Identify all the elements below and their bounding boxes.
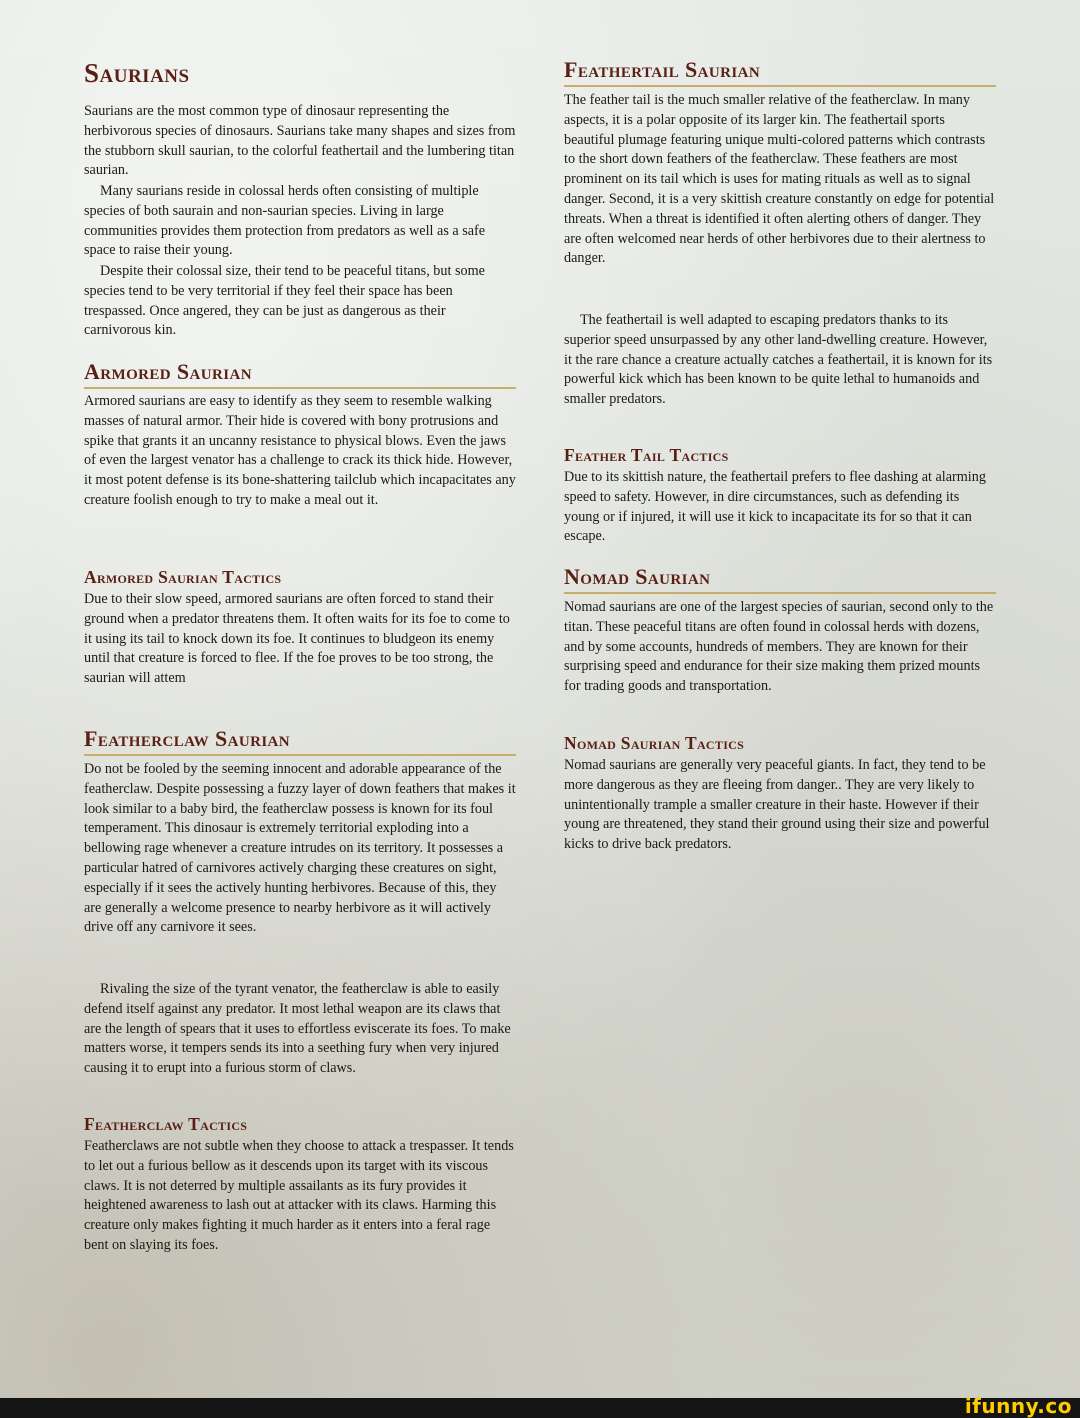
feather-tail-tactics-heading: Feather Tail Tactics [564, 445, 729, 465]
feathertail-saurian-body-1: The feather tail is the much smaller relative of the featherclaw. In many aspects, it is a polar opposite of its larger kin. The feathertail sports beautiful plumage featuring unique multi-colored patterns which contrasts to the short down feathers of the featherclaw. These feathers are most prominent on its tail which is uses for mating rituals as well as to signal danger. Second, it is a very skittish creature constantly on edge for potential threats. When a threat is identified it often alerting others of danger. They are often welcomed near herds of other herbivores due to their alertness to danger. [564, 92, 995, 267]
intro-paragraph-1: Saurians are the most common type of dinosaur representing the herbivorous species of dinosaurs. Saurians take many shapes and sizes from the stubborn skull saurian, to the colorful feathertail and the lumbering titan saurian. [84, 103, 516, 179]
armored-saurian-heading: Armored Saurian [84, 360, 516, 389]
nomad-saurian-tactics-heading: Nomad Saurian Tactics [564, 733, 745, 753]
featherclaw-saurian-heading: Featherclaw Saurian [84, 727, 516, 756]
nomad-saurian-heading: Nomad Saurian [564, 565, 996, 594]
intro-paragraph-3: Despite their colossal size, their tend to be peaceful titans, but some species tend to be very territorial if they feel their space has been trespassed. Once angered, they can be just as dangerous as their carnivorous kin. [84, 263, 485, 339]
featherclaw-tactics-body: Featherclaws are not subtle when they choose to attack a trespasser. It tends to let out a furious bellow as it descends upon its target with its viscous claws. It is not deterred by multiple assailants as its fury provides it heightened awareness to lash out at attacker with its claws. Harming this creature only makes fighting it much harder as it enters into a feral rage bent on slaying its foes. [84, 1138, 514, 1253]
page-title: Saurians [84, 58, 190, 88]
feathertail-saurian-body-2: The feathertail is well adapted to escaping predators thanks to its superior speed unsurpassed by any other land-dwelling creature. However, it the rare chance a creature actually catches a feathertail, it is known for its powerful kick which has been known to be quite lethal to humanoids and smaller predators. [564, 312, 993, 408]
intro-paragraph-2: Many saurians reside in colossal herds often consisting of multiple species of both saurain and non-saurian species. Living in large communities provides them protection from predators as well as a safe space to raise their young. [84, 183, 486, 259]
featherclaw-tactics-heading: Featherclaw Tactics [84, 1114, 248, 1134]
feather-tail-tactics-body: Due to its skittish nature, the feathertail prefers to flee dashing at alarming speed to safety. However, in dire circumstances, such as defending its young or if injured, it will use it kick to incapacitate its for so that it can escape. [564, 469, 986, 545]
featherclaw-saurian-body-2: Rivaling the size of the tyrant venator, the featherclaw is able to easily defend itself against any predator. It most lethal weapon are its claws that are the length of spears that it uses to effortless eviscerate its foes. To make matters worse, it tempers sends its into a seething fury when very injured causing it to erupt into a furious storm of claws. [84, 981, 511, 1077]
feathertail-saurian-heading: Feathertail Saurian [564, 58, 996, 87]
nomad-saurian-tactics-body: Nomad saurians are generally very peaceful giants. In fact, they tend to be more dangerous as they are fleeing from danger.. They are very likely to unintentionally trample a smaller creature in their haste. However if their young are threatened, they stand their ground using their size and powerful kicks to drive back predators. [564, 757, 990, 853]
armored-saurian-tactics-body: Due to their slow speed, armored saurians are often forced to stand their ground when a predator threatens them. It often waits for its foe to come to it using its tail to knock down its foe. It continues to bludgeon its enemy until that creature is forced to flee. If the foe proves to be too strong, the saurian will attem [84, 591, 510, 687]
nomad-saurian-body: Nomad saurians are one of the largest species of saurian, second only to the titan. These peaceful titans are often found in colossal herds with dozens, and by some accounts, hundreds of members. They are known for their surprising speed and endurance for their size making them prized mounts for trading goods and transportation. [564, 599, 994, 695]
footer-bar [0, 1394, 1080, 1418]
armored-saurian-tactics-heading: Armored Saurian Tactics [84, 567, 282, 587]
featherclaw-saurian-body-1: Do not be fooled by the seeming innocent and adorable appearance of the featherclaw. Despite possessing a fuzzy layer of down feathers that makes it look similar to a baby bird, the featherclaw possess is known for its foul temperament. This dinosaur is extremely territorial exploding into a bellowing rage whenever a creature intrudes on its territory. It possesses a particular hatred of carnivores actively charging these creatures on sight, especially if it sees the actively hunting herbivores. Because of this, they are generally a welcome presence to nearby herbivore as it will actively drive off any carnivore it sees. [84, 761, 516, 936]
armored-saurian-body: Armored saurians are easy to identify as they seem to resemble walking masses of natural armor. Their hide is covered with bony protrusions and spike that grants it an uncanny resistance to physical blows. Even the jaws of even the largest venator has a challenge to crack its thick hide. However, it most potent defense is its bone-shattering tailclub which incapacitates any creature foolish enough to try to make a meal out it. [84, 393, 516, 508]
ifunny-watermark: ifunny.co [964, 1394, 1072, 1418]
